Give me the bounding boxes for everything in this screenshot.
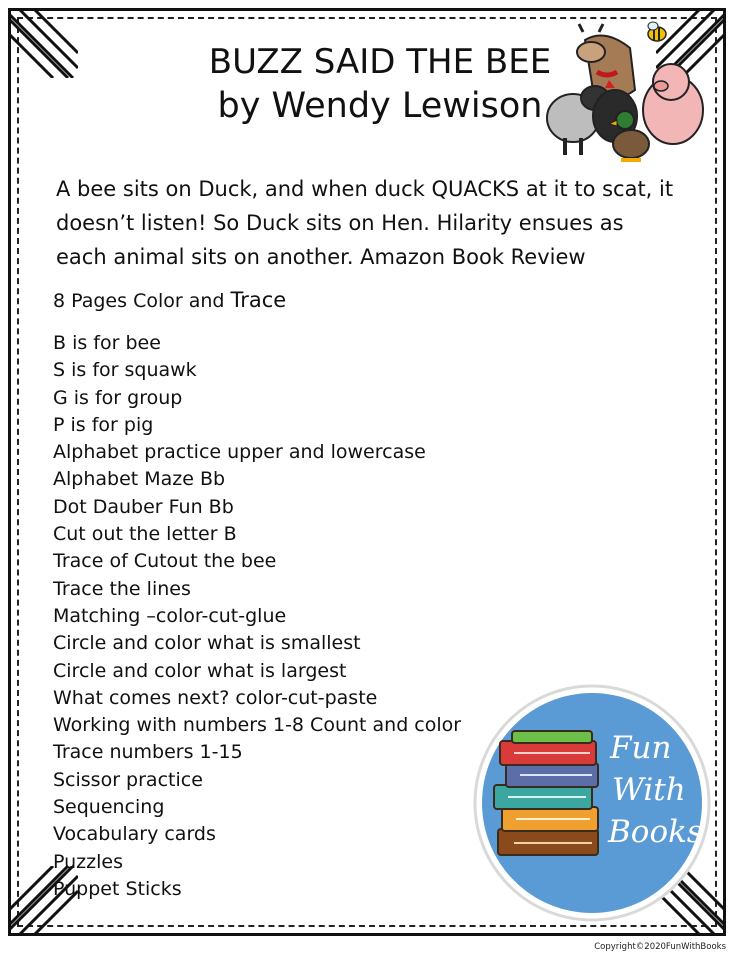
list-item: Trace of Cutout the bee — [53, 550, 277, 573]
logo-text-line: With — [612, 772, 686, 808]
list-item: Alphabet practice upper and lowercase — [53, 441, 426, 464]
list-item: Circle and color what is largest — [53, 659, 347, 682]
list-item: B is for bee — [53, 332, 161, 354]
fun-with-books-logo — [472, 683, 712, 923]
list-item: Sequencing — [53, 796, 165, 819]
list-item: Puppet Sticks — [53, 877, 182, 900]
logo-text-line: Fun — [610, 730, 672, 766]
list-item: Dot Dauber Fun Bb — [53, 495, 234, 518]
book-stack-icon — [494, 731, 598, 855]
animal-stack-illustration — [545, 20, 715, 170]
logo-text-line: Books — [608, 814, 703, 850]
copyright-notice: Copyright©2020FunWithBooks — [594, 942, 726, 952]
pages-heading-prefix: 8 Pages Color and — [53, 290, 225, 312]
book-author: by Wendy Lewison — [217, 86, 543, 126]
list-item: Trace the lines — [53, 577, 191, 600]
pages-heading-trace: Trace — [230, 288, 287, 312]
pages-heading — [53, 288, 286, 312]
activity-list — [53, 330, 461, 903]
list-item: What comes next? color-cut-paste — [53, 686, 378, 709]
list-item: Matching –color-cut-glue — [53, 604, 287, 627]
list-item: Trace numbers 1-15 — [53, 741, 243, 764]
bee-icon — [648, 22, 666, 41]
logo-text — [610, 727, 710, 853]
pig-icon — [643, 64, 703, 144]
book-summary: A bee sits on Duck, and when duck QUACKS at it to scat, it doesn’t listen! So Duck sits on Hen. Hilarity ensues as each animal sits on another. Amazon Book Review — [56, 177, 674, 269]
list-item: Puzzles — [53, 850, 123, 873]
list-item: P is for pig — [53, 413, 154, 436]
list-item: Working with numbers 1-8 Count and color — [53, 714, 462, 737]
list-item: Vocabulary cards — [53, 823, 216, 846]
list-item: G is for group — [53, 386, 183, 409]
list-item: Cut out the letter B — [53, 523, 237, 546]
list-item: Circle and color what is smallest — [53, 632, 361, 655]
list-item: S is for squawk — [53, 359, 197, 382]
list-item: Alphabet Maze Bb — [53, 468, 226, 491]
list-item: Scissor practice — [53, 768, 203, 791]
book-title: BUZZ SAID THE BEE — [208, 42, 552, 82]
